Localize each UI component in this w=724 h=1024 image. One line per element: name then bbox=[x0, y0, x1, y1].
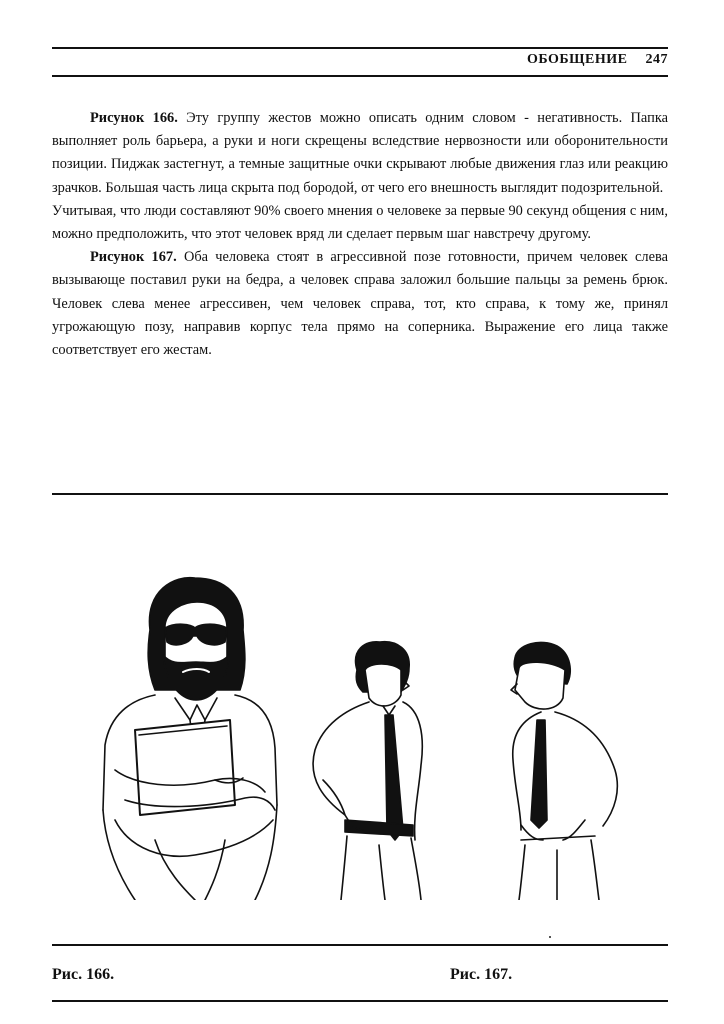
paragraph-text: Оба человека стоят в агрессивной позе готовности, причем человек слева вызывающе поставил руки на бедра, а человек справа заложил большие пальцы за ремень брюк. Человек слева менее агрессивен, чем человек справа, тот, кто справа, к тому же, принял угрожающую позу, направив корпус тела прямо на соперника. Выражение его лица также соответствует его жестам. bbox=[52, 249, 668, 359]
caption-figure-167: Рис. 167. bbox=[450, 966, 513, 983]
paragraph-lead: Рисунок 166. bbox=[90, 110, 178, 126]
paragraph-figure-166 bbox=[52, 107, 668, 200]
body-text bbox=[52, 107, 668, 362]
paragraph-90-percent bbox=[52, 200, 668, 246]
caption-rule-top bbox=[52, 944, 668, 946]
paragraph-figure-167 bbox=[52, 246, 668, 362]
caption-figure-166: Рис. 166. bbox=[52, 966, 115, 983]
running-head bbox=[527, 52, 668, 68]
figure-166-illustration bbox=[95, 570, 285, 900]
paragraph-text: Эту группу жестов можно описать одним словом - негативность. Папка выполняет роль барьера, а руки и ноги скрещены вследствие нервозности или оборонительности позиции. Пиджак застегнут, а темные защитные очки скрывают любые движения глаз или реакцию зрачков. Большая часть лица скрыта под бородой, от чего его внешность выглядит подозрительной. bbox=[52, 110, 668, 196]
figure-rule-top bbox=[52, 493, 668, 495]
page-number: 247 bbox=[645, 52, 668, 67]
paragraph-lead: Рисунок 167. bbox=[90, 249, 177, 266]
figure-167-illustration bbox=[285, 640, 635, 900]
caption-rule-bottom bbox=[52, 1000, 668, 1002]
print-mark bbox=[549, 936, 551, 938]
header-rule-top bbox=[52, 47, 668, 49]
section-title: ОБОБЩЕНИЕ bbox=[526, 52, 628, 67]
header-rule-bottom bbox=[52, 75, 668, 77]
paragraph-text: Учитывая, что люди составляют 90% своего мнения о человеке за первые 90 секунд общения с ним, можно предположить, что этот человек вряд ли сделает первым шаг навстречу другому. bbox=[52, 202, 668, 243]
